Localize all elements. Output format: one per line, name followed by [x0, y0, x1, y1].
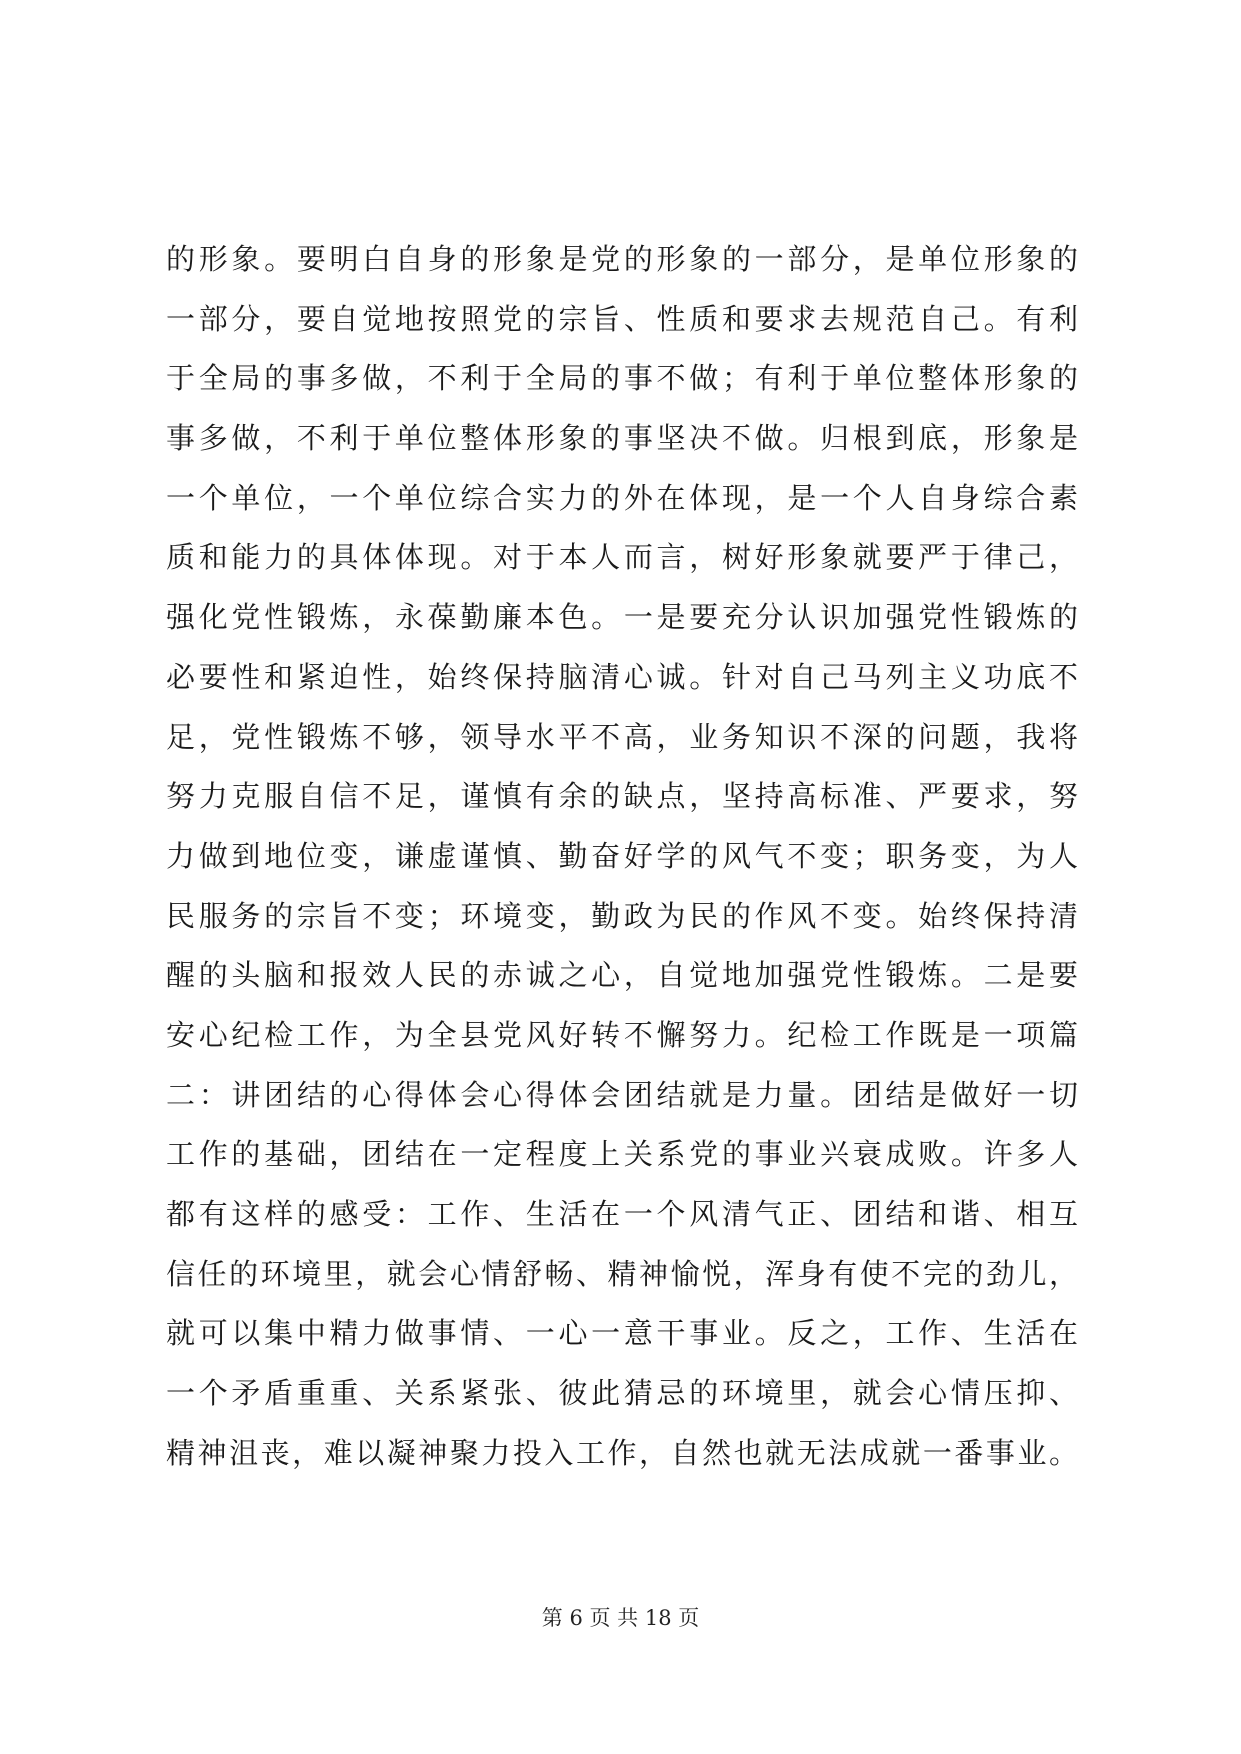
text-line: 二：讲团结的心得体会心得体会团结就是力量。团结是做好一切 — [166, 1077, 1078, 1112]
text-line: 就可以集中精力做事情、一心一意干事业。反之，工作、生活在 — [166, 1316, 1078, 1351]
text-line: 一部分，要自觉地按照党的宗旨、性质和要求去规范自己。有利 — [166, 301, 1078, 336]
body-text — [166, 230, 1078, 1483]
text-line: 力做到地位变，谦虚谨慎、勤奋好学的风气不变；职务变，为人 — [166, 838, 1078, 873]
text-line: 努力克服自信不足，谨慎有余的缺点，坚持高标准、严要求，努 — [166, 779, 1078, 814]
text-line: 事多做，不利于单位整体形象的事坚决不做。归根到底，形象是 — [166, 421, 1078, 456]
text-line: 工作的基础，团结在一定程度上关系党的事业兴衰成败。许多人 — [166, 1137, 1078, 1172]
text-line: 醒的头脑和报效人民的赤诚之心，自觉地加强党性锻炼。二是要 — [166, 958, 1078, 993]
page-number-footer: 第 6 页 共 18 页 — [541, 1606, 700, 1630]
text-line: 必要性和紧迫性，始终保持脑清心诚。针对自己马列主义功底不 — [166, 659, 1078, 694]
text-line: 一个单位，一个单位综合实力的外在体现，是一个人自身综合素 — [166, 480, 1078, 515]
text-line: 强化党性锻炼，永葆勤廉本色。一是要充分认识加强党性锻炼的 — [166, 600, 1078, 635]
text-line: 质和能力的具体体现。对于本人而言，树好形象就要严于律己， — [166, 540, 1078, 575]
text-line: 都有这样的感受：工作、生活在一个风清气正、团结和谐、相互 — [166, 1197, 1078, 1231]
text-line: 安心纪检工作，为全县党风好转不懈努力。纪检工作既是一项篇 — [166, 1017, 1078, 1052]
text-line: 民服务的宗旨不变；环境变，勤政为民的作风不变。始终保持清 — [166, 898, 1078, 933]
text-line: 的形象。要明白自身的形象是党的形象的一部分，是单位形象的 — [166, 242, 1078, 276]
text-line: 一个矛盾重重、关系紧张、彼此猜忌的环境里，就会心情压抑、 — [166, 1376, 1078, 1411]
text-line: 信任的环境里，就会心情舒畅、精神愉悦，浑身有使不完的劲儿， — [166, 1256, 1078, 1291]
text-line: 精神沮丧，难以凝神聚力投入工作，自然也就无法成就一番事业。 — [166, 1435, 1078, 1470]
text-line: 于全局的事多做，不利于全局的事不做；有利于单位整体形象的 — [166, 361, 1078, 396]
text-line: 足，党性锻炼不够，领导水平不高，业务知识不深的问题，我将 — [166, 719, 1078, 754]
